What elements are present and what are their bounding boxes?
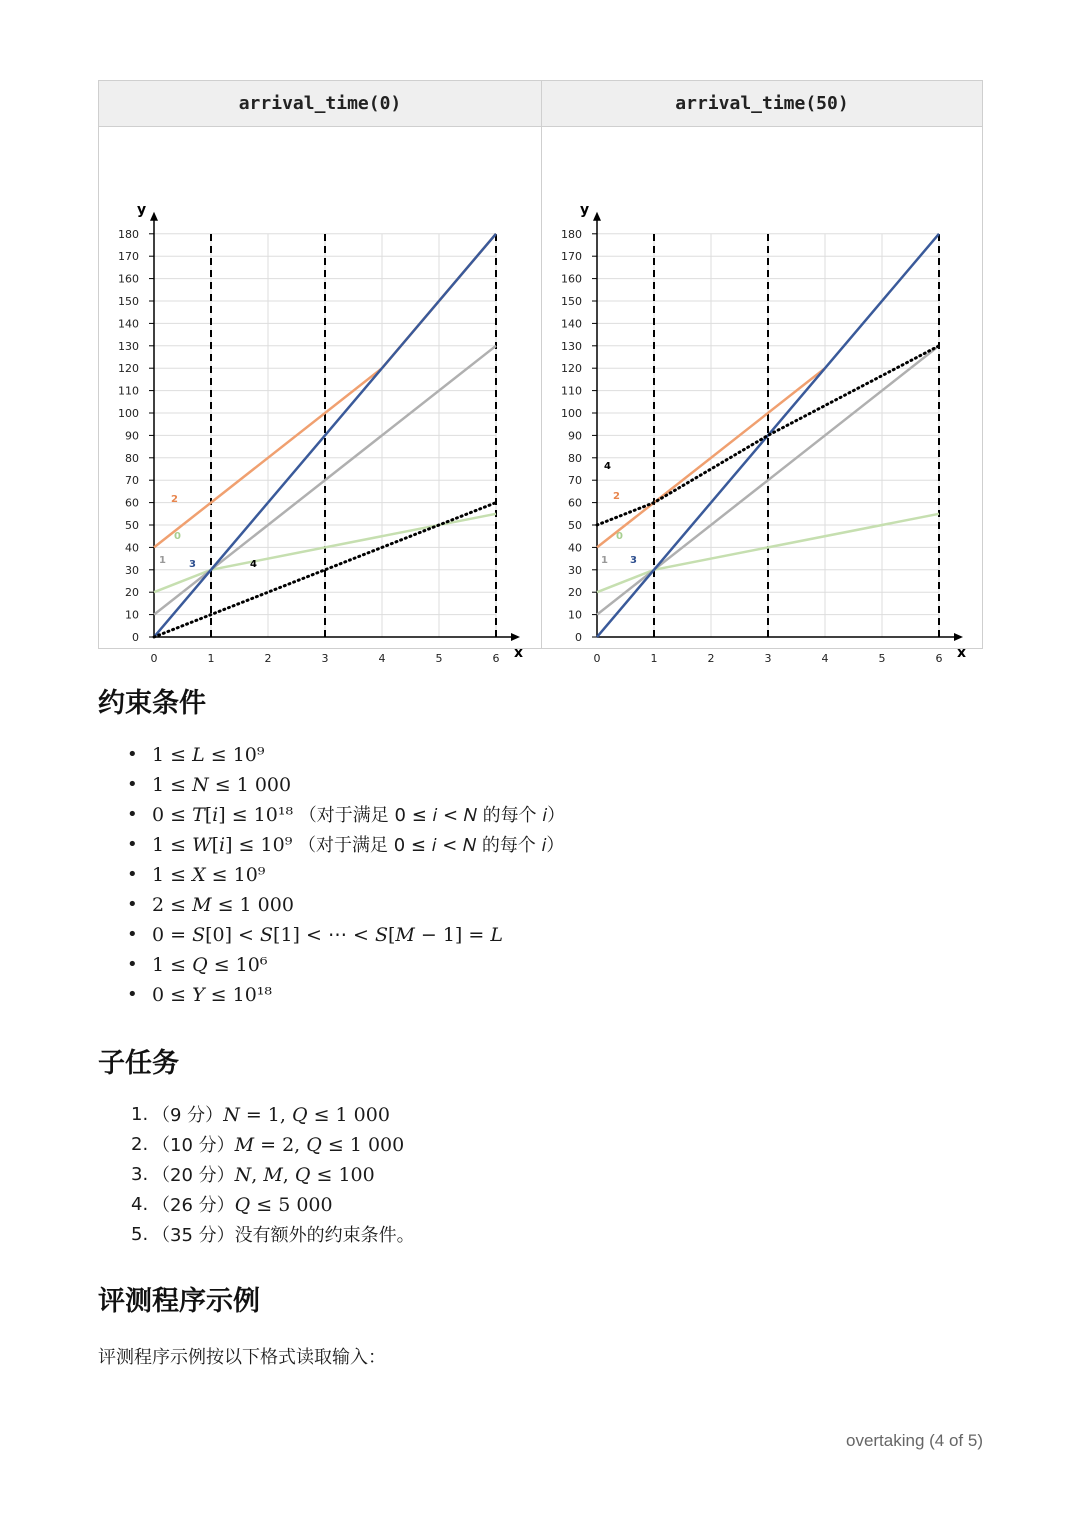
y-tick-label: 150	[561, 295, 582, 308]
series-label-0: 0	[174, 531, 181, 542]
chart-header-0: arrival_time(0)	[99, 81, 542, 127]
constraint-math: 0 ≤ 𝑇[𝑖] ≤ 10¹⁸	[152, 804, 294, 826]
y-tick-label: 90	[125, 429, 139, 443]
x-tick-label: 1	[207, 652, 215, 665]
series-label-2: 2	[613, 491, 620, 502]
subtask-score: （9 分）	[152, 1105, 224, 1126]
constraint-item	[98, 770, 565, 800]
subtask-number: 4.	[131, 1194, 149, 1215]
x-tick-label: 6	[492, 652, 500, 665]
x-tick-label: 4	[378, 652, 386, 665]
series-label-4: 4	[250, 559, 257, 570]
constraint-item	[98, 890, 565, 920]
x-axis-arrow	[954, 633, 963, 641]
y-tick-label: 30	[568, 563, 582, 577]
y-tick-label: 50	[568, 519, 582, 532]
x-axis-arrow	[511, 633, 520, 641]
constraints-heading: 约束条件	[98, 688, 206, 719]
subtask-item	[98, 1100, 415, 1130]
y-tick-label: 90	[568, 429, 582, 443]
y-tick-label: 140	[118, 317, 139, 331]
y-tick-label: 130	[118, 339, 139, 353]
charts-table	[98, 80, 983, 665]
subtask-score: （10 分）	[152, 1135, 235, 1156]
grader-intro: 评测程序示例按以下格式读取输入：	[98, 1347, 386, 1368]
subtask-condition: 没有额外的约束条件。	[234, 1225, 415, 1246]
constraint-math: 1 ≤ 𝐿 ≤ 10⁹	[152, 744, 265, 766]
y-tick-label: 10	[568, 608, 582, 622]
x-axis-label: x	[957, 645, 967, 661]
subtask-score: （26 分）	[152, 1195, 235, 1216]
y-tick-label: 180	[561, 227, 582, 241]
constraint-math: 2 ≤ 𝑀 ≤ 1 000	[152, 894, 294, 916]
constraint-item	[98, 980, 565, 1010]
y-tick-label: 140	[561, 317, 582, 331]
y-axis-label: y	[580, 201, 590, 218]
subtask-condition: 𝑁, 𝑀, 𝑄 ≤ 100	[234, 1164, 375, 1186]
subtask-number: 3.	[131, 1164, 149, 1185]
x-tick-label: 3	[321, 652, 329, 665]
y-tick-label: 60	[568, 496, 582, 510]
series-label-3: 3	[189, 559, 196, 570]
y-tick-label: 110	[561, 384, 582, 398]
subtask-number: 1.	[131, 1104, 149, 1125]
y-tick-label: 120	[118, 362, 139, 376]
constraint-math: 1 ≤ 𝑋 ≤ 10⁹	[152, 864, 266, 886]
y-tick-label: 170	[561, 250, 582, 264]
x-tick-label: 5	[435, 652, 443, 665]
y-tick-label: 70	[568, 474, 582, 488]
y-tick-label: 40	[568, 541, 582, 555]
series-label-1: 1	[159, 555, 166, 566]
y-tick-label: 0	[132, 631, 139, 644]
constraint-item	[98, 950, 565, 980]
subtask-item	[98, 1220, 415, 1250]
y-tick-label: 110	[118, 384, 139, 398]
series-label-3: 3	[630, 555, 637, 566]
constraint-note: （对于满足 0 ≤ 𝑖 < 𝑁 的每个 𝑖）	[293, 805, 566, 826]
chart-arrival-time-50	[542, 127, 982, 665]
constraint-item	[98, 800, 565, 830]
y-tick-label: 80	[568, 451, 582, 465]
series-label-1: 1	[601, 555, 608, 566]
series-label-4: 4	[604, 461, 611, 472]
y-tick-label: 60	[125, 496, 139, 510]
subtask-number: 5.	[131, 1224, 149, 1245]
y-tick-label: 10	[125, 608, 139, 622]
chart-cell-0	[99, 127, 542, 665]
subtask-item	[98, 1190, 415, 1220]
chart-arrival-time-0	[99, 127, 541, 665]
constraint-item	[98, 740, 565, 770]
page-footer: overtaking (4 of 5)	[845, 1431, 983, 1450]
y-tick-label: 180	[118, 227, 139, 241]
subtask-condition: 𝑀 = 2, 𝑄 ≤ 1 000	[234, 1134, 405, 1156]
x-tick-label: 2	[707, 652, 715, 665]
subtasks-list	[98, 1100, 415, 1250]
subtask-number: 2.	[131, 1134, 149, 1155]
x-tick-label: 0	[593, 652, 601, 665]
y-tick-label: 20	[125, 586, 139, 600]
y-tick-label: 150	[118, 295, 139, 308]
constraint-note: （对于满足 0 ≤ 𝑖 < 𝑁 的每个 𝑖）	[292, 835, 565, 856]
constraint-math: 0 ≤ 𝑌 ≤ 10¹⁸	[152, 984, 273, 1006]
y-tick-label: 120	[561, 362, 582, 376]
y-tick-label: 80	[125, 451, 139, 465]
subtasks-heading: 子任务	[98, 1048, 179, 1079]
x-axis-label: x	[514, 645, 524, 661]
constraint-item	[98, 920, 565, 950]
grader-heading: 评测程序示例	[98, 1286, 260, 1317]
x-tick-label: 1	[650, 652, 658, 665]
x-tick-label: 4	[821, 652, 829, 665]
chart-cell-50	[542, 127, 983, 665]
y-tick-label: 30	[125, 563, 139, 577]
subtask-condition: 𝑄 ≤ 5 000	[234, 1194, 333, 1216]
y-tick-label: 50	[125, 519, 139, 532]
y-axis-label: y	[137, 201, 147, 218]
y-tick-label: 70	[125, 474, 139, 488]
constraint-math: 1 ≤ 𝑊[𝑖] ≤ 10⁹	[152, 834, 293, 856]
x-tick-label: 2	[264, 652, 272, 665]
y-tick-label: 100	[118, 407, 139, 420]
series-label-2: 2	[171, 494, 178, 505]
y-tick-label: 130	[561, 339, 582, 353]
y-tick-label: 20	[568, 586, 582, 600]
x-tick-label: 6	[935, 652, 943, 665]
subtask-item	[98, 1160, 415, 1190]
constraint-item	[98, 860, 565, 890]
subtask-condition: 𝑁 = 1, 𝑄 ≤ 1 000	[223, 1104, 390, 1126]
y-axis-arrow	[150, 212, 158, 221]
subtask-score: （35 分）	[152, 1225, 235, 1246]
x-tick-label: 0	[150, 652, 158, 665]
constraint-item	[98, 830, 565, 860]
y-tick-label: 0	[575, 631, 582, 644]
chart-header-50: arrival_time(50)	[542, 81, 983, 127]
constraint-math: 1 ≤ 𝑄 ≤ 10⁶	[152, 954, 268, 976]
constraint-math: 0 = 𝑆[0] < 𝑆[1] < ⋯ < 𝑆[𝑀 − 1] = 𝐿	[152, 924, 503, 946]
y-axis-arrow	[593, 212, 601, 221]
y-tick-label: 170	[118, 250, 139, 264]
y-tick-label: 100	[561, 407, 582, 420]
y-tick-label: 160	[561, 272, 582, 286]
x-tick-label: 3	[764, 652, 772, 665]
page-content	[98, 80, 982, 665]
series-label-0: 0	[616, 531, 623, 542]
constraints-list	[98, 740, 565, 1010]
y-tick-label: 40	[125, 541, 139, 555]
subtask-score: （20 分）	[152, 1165, 235, 1186]
y-tick-label: 160	[118, 272, 139, 286]
constraint-math: 1 ≤ 𝑁 ≤ 1 000	[152, 774, 292, 796]
x-tick-label: 5	[878, 652, 886, 665]
subtask-item	[98, 1130, 415, 1160]
